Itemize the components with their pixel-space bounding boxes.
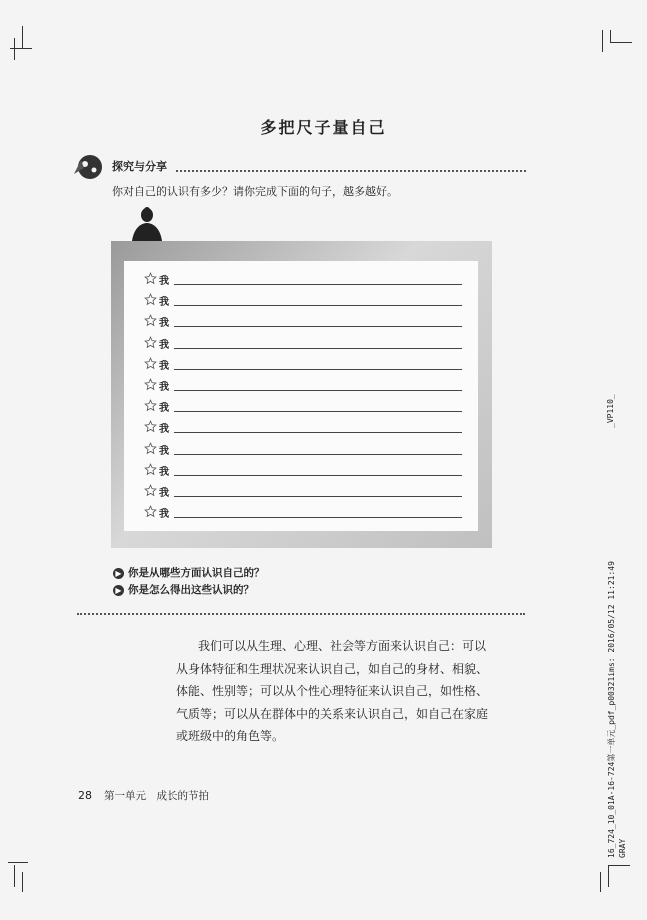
paragraph-line: 从身体特征和生理状况来认识自己，如自己的身材、相貌、 <box>176 661 489 676</box>
crop-mark <box>602 30 603 52</box>
worksheet-row <box>144 399 462 419</box>
side-print-info: 16_724_10_01A-16-724第一单元_pdf_p00321ims: 2016/05/12 11:21:49 <box>607 561 616 858</box>
row-prefix: 我 <box>159 276 169 287</box>
answer-line[interactable] <box>174 369 462 370</box>
worksheet-row <box>144 378 462 398</box>
page-title: 多把尺子量自己 <box>260 118 387 137</box>
row-prefix: 我 <box>159 318 169 330</box>
question-text: 你是从哪些方面认识自己的？ <box>128 567 265 579</box>
star-icon <box>144 314 157 327</box>
worksheet-row <box>144 314 462 334</box>
section-prompt: 你对自己的认识有多少？请你完成下面的句子，越多越好。 <box>112 185 398 198</box>
row-prefix: 我 <box>159 466 169 478</box>
row-prefix: 我 <box>159 360 169 372</box>
side-print-code: _VP110_ <box>606 394 615 428</box>
answer-line[interactable] <box>174 454 462 455</box>
body-paragraph <box>176 635 538 748</box>
star-icon <box>144 505 157 518</box>
crop-mark <box>10 48 32 49</box>
row-prefix: 我 <box>159 297 169 309</box>
unit-title: 第一单元 成长的节拍 <box>104 790 209 802</box>
crop-mark <box>608 865 609 887</box>
question-2 <box>113 582 254 597</box>
arrow-right-icon: ▶ <box>113 568 124 579</box>
thinking-girl-icon <box>128 205 166 243</box>
worksheet-row <box>144 272 462 292</box>
side-print-gray: GRAY <box>618 838 627 858</box>
worksheet-row <box>144 293 462 313</box>
crop-mark <box>610 42 632 43</box>
star-icon <box>144 442 157 455</box>
crop-mark <box>22 26 23 48</box>
star-icon <box>144 336 157 349</box>
page-number: 28 <box>78 789 92 802</box>
star-icon <box>144 420 157 433</box>
section-label: 探究与分享 <box>112 160 167 173</box>
paragraph-line: 我们可以从生理、心理、社会等方面来认识自己：可以 <box>198 639 487 653</box>
answer-line[interactable] <box>174 305 462 306</box>
crop-mark <box>610 30 611 42</box>
worksheet-row <box>144 484 462 504</box>
answer-line[interactable] <box>174 432 462 433</box>
crop-mark <box>22 872 23 892</box>
worksheet-row <box>144 442 462 462</box>
worksheet-row <box>144 357 462 377</box>
row-prefix: 我 <box>159 382 169 393</box>
divider <box>77 613 525 615</box>
paragraph-line: 气质等；可以从在群体中的关系来认识自己，如自己在家庭 <box>176 706 489 721</box>
star-icon <box>144 463 157 476</box>
star-icon <box>144 378 157 391</box>
worksheet-row <box>144 336 462 356</box>
answer-line[interactable] <box>174 348 462 349</box>
question-1 <box>113 565 265 580</box>
crop-mark <box>608 865 630 866</box>
crop-mark <box>8 862 28 863</box>
star-icon <box>144 293 157 306</box>
divider <box>176 170 526 172</box>
star-icon <box>144 357 157 370</box>
crop-mark <box>14 38 15 60</box>
worksheet-row <box>144 420 462 440</box>
row-prefix: 我 <box>159 445 169 457</box>
row-prefix: 我 <box>159 339 169 351</box>
question-text: 你是怎么得出这些认识的？ <box>128 584 254 596</box>
page-footer <box>78 788 209 803</box>
worksheet-row <box>144 463 462 483</box>
row-prefix: 我 <box>159 509 169 521</box>
answer-line[interactable] <box>174 475 462 476</box>
worksheet-row <box>144 505 462 525</box>
row-prefix: 我 <box>159 403 169 415</box>
crop-mark <box>600 872 601 892</box>
answer-line[interactable] <box>174 326 462 327</box>
star-icon <box>144 272 157 285</box>
paragraph-line: 体能、性别等；可以从个性心理特征来认识自己，如性格、 <box>176 684 489 698</box>
row-prefix: 我 <box>159 424 169 436</box>
star-icon <box>144 399 157 412</box>
answer-line[interactable] <box>174 496 462 497</box>
worksheet-paper <box>124 261 478 531</box>
arrow-right-icon: ▶ <box>113 585 124 596</box>
answer-line[interactable] <box>174 517 462 518</box>
answer-line[interactable] <box>174 284 462 285</box>
answer-line[interactable] <box>174 390 462 391</box>
star-icon <box>144 484 157 497</box>
crop-mark <box>14 865 15 887</box>
answer-line[interactable] <box>174 411 462 412</box>
explore-share-icon <box>72 152 106 182</box>
row-prefix: 我 <box>159 488 169 499</box>
paragraph-line: 或班级中的角色等。 <box>176 729 285 743</box>
